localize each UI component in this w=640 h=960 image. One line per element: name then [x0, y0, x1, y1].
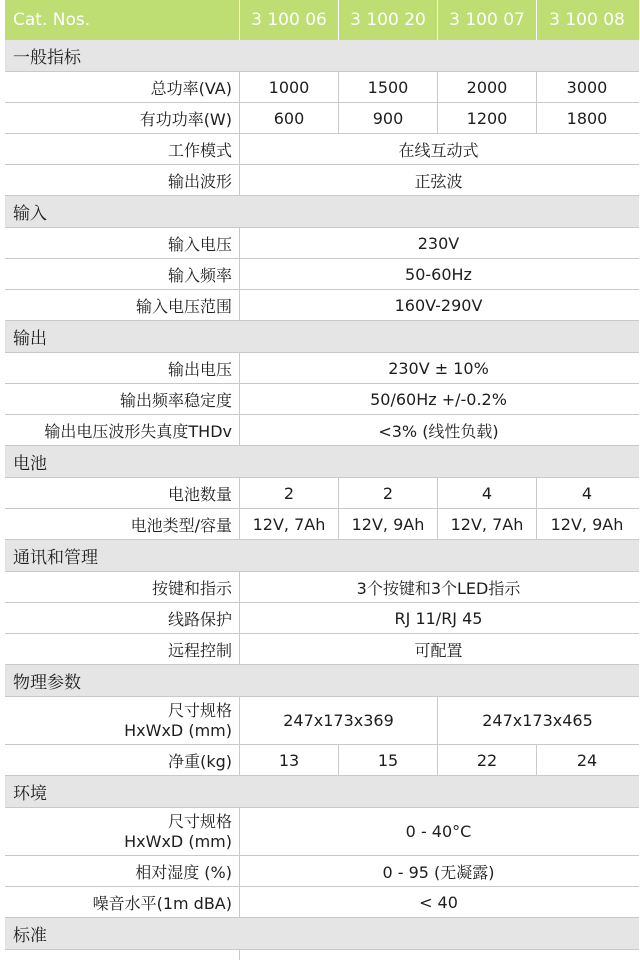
cell-value: 2000: [438, 72, 537, 102]
table-row: [5, 808, 639, 856]
cell-value: 3个按键和3个LED指示: [356, 578, 521, 598]
cell-value: 12V, 7Ah: [240, 509, 339, 539]
cell-value: 可配置: [414, 640, 463, 660]
row-label: 线路保护: [5, 603, 240, 633]
row-label: 净重(kg): [5, 745, 240, 775]
cell-value: 50-60Hz: [405, 264, 472, 284]
cell-value: 247x173x369: [240, 697, 438, 744]
table-row: [5, 134, 639, 165]
row-label: 远程控制: [5, 634, 240, 664]
row-label: 电池数量: [5, 478, 240, 508]
cell-value: 230V ± 10%: [388, 358, 489, 378]
model-number: 3 100 20: [339, 0, 438, 40]
row-label: 输出频率稳定度: [5, 384, 240, 414]
model-number: 3 100 08: [549, 10, 625, 30]
cell-value: 在线互动式: [398, 140, 479, 160]
cell-value: 4: [581, 483, 593, 503]
cell-value: 24: [576, 750, 598, 770]
row-label: 按键和指示: [5, 572, 240, 602]
section-heading: 标准: [5, 918, 639, 950]
row-label: 有功功率(W): [5, 103, 240, 133]
cell-value: 160V-290V: [394, 295, 483, 315]
cell-value: 0 - 95 (无凝露): [382, 862, 495, 882]
table-row: [5, 353, 639, 384]
cell-value: <3% (线性负载): [378, 421, 499, 441]
row-label-line: 尺寸规格: [167, 700, 232, 720]
model-number: 3 100 07: [438, 0, 537, 40]
section-heading: 通讯和管理: [5, 540, 639, 572]
row-label: 输出电压波形失真度THDv: [5, 415, 240, 445]
table-row: [5, 228, 639, 259]
row-label: 输入电压范围: [5, 290, 240, 320]
section-heading: 电池: [5, 446, 639, 478]
spec-table: [5, 0, 639, 960]
cell-value: 900: [339, 103, 438, 133]
cell-value: 2: [339, 478, 438, 508]
table-header: [5, 0, 639, 40]
table-row: [5, 290, 639, 321]
cell-value: 12V, 9Ah: [339, 509, 438, 539]
cell-value: 1200: [438, 103, 537, 133]
row-label: 相对湿度 (%): [5, 856, 240, 886]
table-row: [5, 165, 639, 196]
cell-value: 600: [240, 103, 339, 133]
table-row: [5, 384, 639, 415]
cell-value: 1500: [339, 72, 438, 102]
table-row: [5, 697, 639, 745]
cell-value: RJ 11/RJ 45: [394, 608, 483, 628]
cell-value: 50/60Hz +/-0.2%: [370, 389, 507, 409]
table-row: [5, 415, 639, 446]
table-row: [5, 856, 639, 887]
cell-value: 247x173x465: [482, 711, 593, 730]
cell-value: 15: [339, 745, 438, 775]
row-label: 输入频率: [5, 259, 240, 289]
table-row: [5, 103, 639, 134]
cell-value: 1800: [566, 108, 608, 128]
table-row: [5, 887, 639, 918]
cell-value: 0 - 40°C: [405, 822, 472, 841]
cell-value: 4: [438, 478, 537, 508]
row-label-line: HxWxD (mm): [124, 720, 232, 740]
row-label: 输出波形: [5, 165, 240, 195]
table-row: [5, 478, 639, 509]
row-label: [5, 808, 240, 855]
table-row: [5, 259, 639, 290]
table-row: [5, 509, 639, 540]
section-heading: 环境: [5, 776, 639, 808]
table-row: [5, 603, 639, 634]
row-label: 电池类型/容量: [5, 509, 240, 539]
cell-value: 230V: [417, 233, 460, 253]
row-label: 输出电压: [5, 353, 240, 383]
cell-value: 22: [438, 745, 537, 775]
row-label: 噪音水平(1m dBA): [5, 887, 240, 917]
row-label: 工作模式: [5, 134, 240, 164]
row-label: 总功率(VA): [5, 72, 240, 102]
cell-value: 12V, 7Ah: [438, 509, 537, 539]
table-row: [5, 950, 639, 960]
table-row: [5, 745, 639, 776]
cell-value: < 40: [419, 892, 458, 912]
model-number: 3 100 06: [240, 0, 339, 40]
cell-value: 12V, 9Ah: [550, 514, 624, 534]
section-heading: 输出: [5, 321, 639, 353]
table-row: [5, 72, 639, 103]
section-heading: 物理参数: [5, 665, 639, 697]
cell-value: 3000: [566, 77, 608, 97]
table-row: [5, 572, 639, 603]
header-label: Cat. Nos.: [5, 0, 240, 40]
table-row: [5, 634, 639, 665]
row-label: 输入电压: [5, 228, 240, 258]
row-label-line: 尺寸规格: [167, 811, 232, 831]
cell-value: 13: [240, 745, 339, 775]
section-heading: 一般指标: [5, 40, 639, 72]
row-label-line: HxWxD (mm): [124, 831, 232, 851]
cell-value: 1000: [240, 72, 339, 102]
row-label: [5, 950, 240, 960]
row-label: [5, 697, 240, 744]
cell-value: 正弦波: [414, 171, 463, 191]
cell-value: 2: [240, 478, 339, 508]
section-heading: 输入: [5, 196, 639, 228]
